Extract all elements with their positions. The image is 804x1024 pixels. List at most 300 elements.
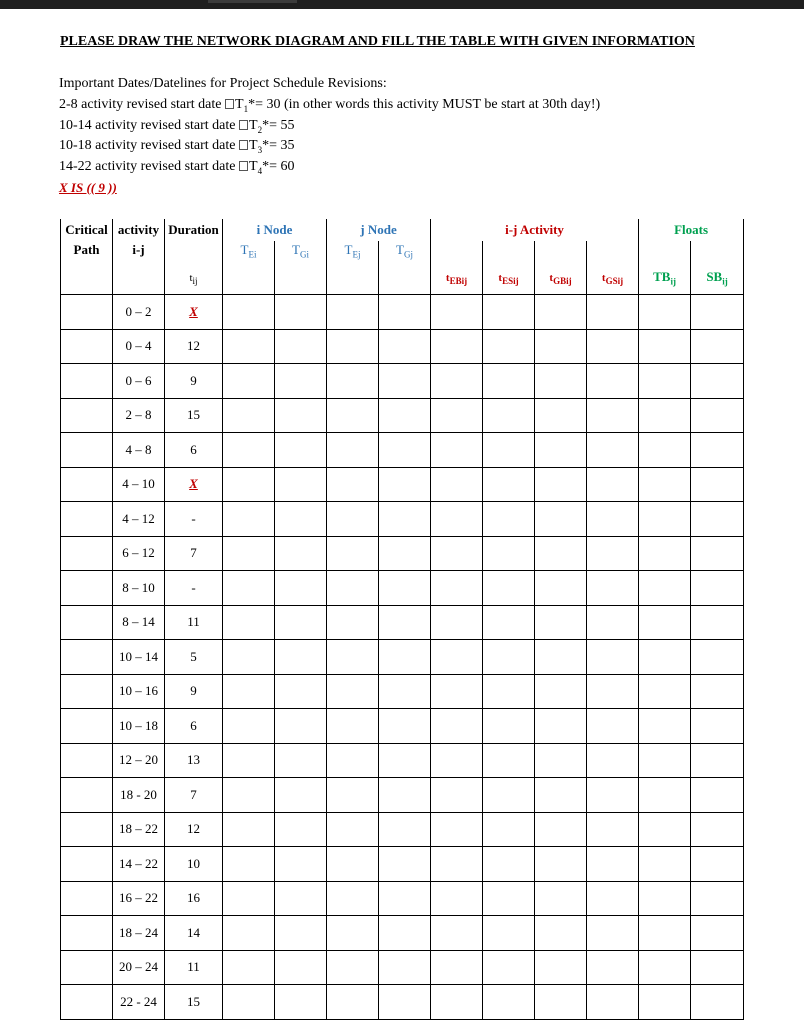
critical-path-cell [61,536,113,571]
blank-cell [431,329,483,364]
blank-cell [379,433,431,468]
blank-cell [275,916,327,951]
table-row [61,467,744,502]
viewer-tab[interactable] [208,0,297,3]
table-row [61,985,744,1020]
blank-cell [535,674,587,709]
blank-cell [639,743,691,778]
duration-cell: - [165,502,223,537]
blank-cell [483,640,535,675]
header-row-1 [61,219,744,241]
blank-cell [379,743,431,778]
table-row [61,916,744,951]
blank-cell [431,502,483,537]
blank-cell [587,536,639,571]
blank-cell [535,778,587,813]
blank-cell [275,640,327,675]
blank-cell [275,398,327,433]
info-line: 10-14 activity revised start date $T_2*= 55$ [59,117,295,135]
duration-cell: 7 [165,536,223,571]
blank-cell [691,847,744,882]
path-header: Path [61,241,113,264]
blank-cell [275,605,327,640]
critical-path-cell [61,778,113,813]
table-row [61,640,744,675]
blank-cell [483,812,535,847]
blank-cell [535,881,587,916]
blank-cell [639,847,691,882]
activity-cell: 16 – 22 [113,881,165,916]
blank-cell [639,640,691,675]
blank-cell [639,467,691,502]
blank-cell [639,985,691,1020]
missing-glyph-box [239,120,248,130]
header-row-3 [61,264,744,295]
blank-cell [431,467,483,502]
floats-header: Floats [639,219,744,241]
duration-cell: - [165,571,223,606]
blank-cell [483,674,535,709]
info-line: 14-22 activity revised start date $T_4*= 60$ [59,159,295,176]
table-row [61,502,744,537]
duration-cell: 11 [165,605,223,640]
blank-cell [587,985,639,1020]
blank-cell [587,398,639,433]
blank-cell [535,640,587,675]
blank-cell [431,950,483,985]
table-row [61,295,744,330]
activity-cell: 8 – 14 [113,605,165,640]
activity-cell: 14 – 22 [113,847,165,882]
duration-cell: 6 [165,433,223,468]
blank-cell [639,916,691,951]
table-row [61,398,744,433]
blank-cell [327,364,379,399]
blank-cell [379,847,431,882]
blank-cell [639,778,691,813]
blank-cell [535,571,587,606]
blank-cell [639,295,691,330]
blank-cell [327,916,379,951]
blank-cell [535,916,587,951]
tei-header: $T_{Ei}$ [223,241,275,264]
critical-header: Critical [61,219,113,241]
critical-path-cell [61,709,113,744]
blank-cell [639,571,691,606]
blank-cell [379,950,431,985]
blank-cell [223,985,275,1020]
blank-cell [223,847,275,882]
blank-cell [587,640,639,675]
blank-cell [691,571,744,606]
table-row [61,950,744,985]
activity-cell: 18 – 24 [113,916,165,951]
viewer-top-bar [0,0,804,9]
schedule-table [60,219,744,1020]
blank-cell [327,502,379,537]
blank-cell [639,502,691,537]
blank-cell [587,364,639,399]
duration-cell: X [165,295,223,330]
blank-cell [223,812,275,847]
critical-path-cell [61,295,113,330]
activity-cell: 8 – 10 [113,571,165,606]
table-row [61,812,744,847]
critical-path-cell [61,502,113,537]
activity-cell: 4 – 8 [113,433,165,468]
blank-cell [639,329,691,364]
blank-cell [431,571,483,606]
blank-cell [223,640,275,675]
blank-cell [379,674,431,709]
blank-cell [483,329,535,364]
missing-glyph-box [225,99,234,109]
blank-cell [639,674,691,709]
activity-cell: 20 – 24 [113,950,165,985]
blank-cell [223,433,275,468]
blank-cell [223,467,275,502]
critical-path-cell [61,364,113,399]
blank-cell [587,571,639,606]
blank-cell [483,778,535,813]
blank-cell [483,536,535,571]
blank-cell [275,674,327,709]
blank-cell [691,881,744,916]
table-row [61,847,744,882]
blank-cell [639,433,691,468]
blank-cell [431,985,483,1020]
activity-cell: 2 – 8 [113,398,165,433]
blank-cell [483,502,535,537]
blank-cell [587,812,639,847]
header-row-2 [61,241,744,264]
blank-cell [275,364,327,399]
info-block [59,74,600,199]
blank-cell [431,433,483,468]
blank-cell [327,778,379,813]
tgs-header: $t_{GSij}$ [587,264,639,295]
blank-cell [483,950,535,985]
blank-cell [379,502,431,537]
blank-cell [587,847,639,882]
missing-glyph-box [239,140,248,150]
blank-cell [691,743,744,778]
blank-cell [379,985,431,1020]
blank-cell [587,743,639,778]
blank-cell [275,571,327,606]
critical-path-cell [61,640,113,675]
blank-cell [587,502,639,537]
blank-cell [379,295,431,330]
blank-cell [639,398,691,433]
blank-cell [379,467,431,502]
tgi-header: $T_{Gi}$ [275,241,327,264]
blank-cell [431,605,483,640]
activity-cell: 10 – 14 [113,640,165,675]
critical-path-cell [61,433,113,468]
blank-cell [275,950,327,985]
blank-cell [223,674,275,709]
blank-cell [431,847,483,882]
critical-path-cell [61,571,113,606]
blank-cell [223,364,275,399]
table-row [61,329,744,364]
duration-cell: 16 [165,881,223,916]
table-row [61,605,744,640]
blank-cell [639,812,691,847]
teb-header: $t_{EBij}$ [431,264,483,295]
blank-cell [483,881,535,916]
x-value-note: X IS (( 9 )) [59,179,117,195]
blank-cell [431,674,483,709]
blank-cell [691,916,744,951]
blank-cell [535,502,587,537]
blank-cell [587,916,639,951]
critical-path-cell [61,467,113,502]
blank-cell [483,398,535,433]
blank-cell [587,950,639,985]
blank-cell [691,812,744,847]
blank-cell [223,329,275,364]
blank-cell [483,433,535,468]
blank-cell [275,743,327,778]
activity-header: activity [113,219,165,241]
blank-cell [275,847,327,882]
blank-cell [223,536,275,571]
blank-cell [691,985,744,1020]
blank-cell [535,329,587,364]
tb-header: $TB_{ij}$ [639,264,691,295]
activity-cell: 6 – 12 [113,536,165,571]
blank-cell [587,605,639,640]
blank-cell [691,709,744,744]
blank-cell [535,709,587,744]
blank-cell [223,743,275,778]
duration-cell: 15 [165,398,223,433]
blank-cell [223,881,275,916]
blank-cell [379,778,431,813]
blank-cell [431,536,483,571]
duration-cell: 6 [165,709,223,744]
blank-cell [379,571,431,606]
critical-path-cell [61,916,113,951]
blank-cell [691,778,744,813]
blank-cell [483,364,535,399]
blank-cell [431,709,483,744]
blank-cell [275,778,327,813]
blank-cell [535,743,587,778]
critical-path-cell [61,881,113,916]
blank-cell [483,916,535,951]
blank-cell [639,881,691,916]
blank-cell [587,433,639,468]
activity-cell: 0 – 2 [113,295,165,330]
table-row [61,881,744,916]
blank-cell [535,398,587,433]
blank-cell [327,812,379,847]
blank-cell [223,950,275,985]
blank-cell [535,295,587,330]
blank-cell [483,467,535,502]
blank-cell [327,605,379,640]
ij-header: i-j [113,241,165,264]
missing-glyph-box [239,161,248,171]
critical-path-cell [61,605,113,640]
table-row [61,709,744,744]
blank-cell [327,847,379,882]
activity-cell: 0 – 4 [113,329,165,364]
blank-cell [327,536,379,571]
duration-cell: X [165,467,223,502]
blank-cell [327,467,379,502]
blank-cell [535,847,587,882]
blank-cell [587,778,639,813]
blank-cell [223,916,275,951]
blank-cell [691,398,744,433]
blank-cell [587,467,639,502]
duration-cell: 13 [165,743,223,778]
blank-cell [379,536,431,571]
blank-cell [431,295,483,330]
tij-header: $t_{ij}$ [165,264,223,295]
page-title: PLEASE DRAW THE NETWORK DIAGRAM AND FILL THE TABLE WITH GIVEN INFORMATION [60,34,695,49]
blank-cell [639,950,691,985]
duration-cell: 9 [165,674,223,709]
blank-cell [327,950,379,985]
blank-cell [587,329,639,364]
critical-path-cell [61,812,113,847]
critical-path-cell [61,329,113,364]
blank-cell [275,985,327,1020]
blank-cell [535,985,587,1020]
info-heading: Important Dates/Datelines for Project Schedule Revisions: [59,76,387,91]
sb-header: $SB_{ij}$ [691,264,744,295]
table-row [61,674,744,709]
blank-cell [483,985,535,1020]
info-line: 10-18 activity revised start date $T_3*= 35$ [59,138,295,156]
blank-cell [327,709,379,744]
blank-cell [639,709,691,744]
blank-cell [431,398,483,433]
blank-cell [275,467,327,502]
blank-cell [483,709,535,744]
blank-cell [379,329,431,364]
blank-cell [691,329,744,364]
critical-path-cell [61,398,113,433]
blank-cell [223,502,275,537]
blank-cell [535,605,587,640]
blank-cell [275,433,327,468]
blank-cell [431,640,483,675]
table-row [61,571,744,606]
ij-activity-header: i-j Activity [431,219,639,241]
blank-cell [587,295,639,330]
blank-cell [535,536,587,571]
activity-cell: 18 – 22 [113,812,165,847]
duration-cell: 7 [165,778,223,813]
duration-cell: 11 [165,950,223,985]
blank-cell [483,295,535,330]
blank-cell [275,536,327,571]
critical-path-cell [61,950,113,985]
table-row [61,778,744,813]
critical-path-cell [61,985,113,1020]
blank-cell [691,605,744,640]
table-row [61,433,744,468]
blank-cell [275,812,327,847]
critical-path-cell [61,847,113,882]
blank-cell [327,295,379,330]
table-row [61,536,744,571]
blank-cell [535,950,587,985]
blank-cell [483,605,535,640]
blank-cell [587,674,639,709]
blank-cell [379,605,431,640]
tgj-header: $T_{Gj}$ [379,241,431,264]
blank-cell [379,916,431,951]
tes-header: $t_{ESij}$ [483,264,535,295]
tgb-header: $t_{GBij}$ [535,264,587,295]
blank-cell [223,605,275,640]
j-node-header: j Node [327,219,431,241]
blank-cell [691,950,744,985]
blank-cell [379,812,431,847]
blank-cell [379,364,431,399]
blank-cell [223,778,275,813]
blank-cell [431,364,483,399]
duration-cell: 12 [165,812,223,847]
duration-cell: 10 [165,847,223,882]
activity-cell: 0 – 6 [113,364,165,399]
blank-cell [275,329,327,364]
blank-cell [223,398,275,433]
blank-cell [327,433,379,468]
blank-cell [483,571,535,606]
blank-cell [639,605,691,640]
blank-cell [535,467,587,502]
blank-cell [275,709,327,744]
blank-cell [379,709,431,744]
blank-cell [691,433,744,468]
blank-cell [327,640,379,675]
activity-cell: 4 – 12 [113,502,165,537]
blank-cell [691,536,744,571]
duration-cell: 14 [165,916,223,951]
tej-header: $T_{Ej}$ [327,241,379,264]
blank-cell [587,881,639,916]
critical-path-cell [61,674,113,709]
blank-cell [431,778,483,813]
blank-cell [327,398,379,433]
activity-cell: 10 – 16 [113,674,165,709]
i-node-header: i Node [223,219,327,241]
blank-cell [275,881,327,916]
blank-cell [483,847,535,882]
blank-cell [691,502,744,537]
blank-cell [327,329,379,364]
duration-cell: 5 [165,640,223,675]
blank-cell [691,295,744,330]
info-line: 2-8 activity revised start date $T_1*= 30$ (in other words this activity MUST be start at 30th day!) [59,96,601,114]
blank-cell [223,709,275,744]
activity-cell: 22 - 24 [113,985,165,1020]
duration-header: Duration [165,219,223,241]
blank-cell [691,467,744,502]
blank-cell [275,502,327,537]
blank-cell [431,916,483,951]
activity-cell: 4 – 10 [113,467,165,502]
duration-cell: 12 [165,329,223,364]
